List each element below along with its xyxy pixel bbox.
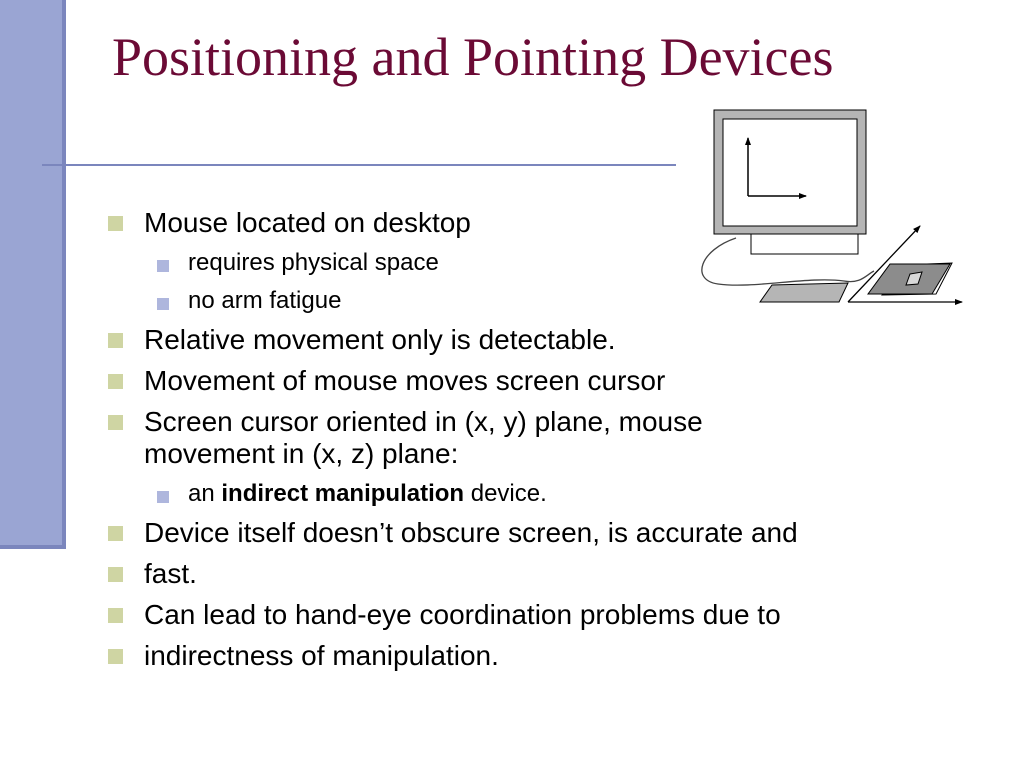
bullet-text: Screen cursor oriented in (x, y) plane, mouse bbox=[144, 406, 703, 437]
bullet-text: fast. bbox=[144, 558, 197, 589]
sub-bullet-marker bbox=[157, 491, 169, 503]
bullet-marker bbox=[108, 333, 123, 348]
bullet-list bbox=[106, 198, 986, 672]
sub-bullet-item bbox=[106, 249, 986, 277]
sub-bullet-item bbox=[106, 287, 986, 315]
bullet-marker bbox=[108, 526, 123, 541]
bullet-marker bbox=[108, 415, 123, 430]
slide-title: Positioning and Pointing Devices bbox=[112, 27, 834, 87]
bullet-text: Can lead to hand-eye coordination problems due to bbox=[144, 599, 781, 630]
sub-bullet-text: requires physical space bbox=[188, 249, 439, 276]
bullet-item bbox=[106, 640, 986, 672]
bullet-item bbox=[106, 406, 986, 470]
bullet-item bbox=[106, 517, 986, 549]
sidebar-bar bbox=[0, 0, 66, 549]
sub-bullet-marker bbox=[157, 298, 169, 310]
bullet-text: movement in (x, z) plane: bbox=[144, 438, 459, 469]
title-divider bbox=[42, 164, 676, 166]
bullet-item bbox=[106, 365, 986, 397]
sub-bullet-text: no arm fatigue bbox=[188, 287, 342, 314]
sub-bullet-text: device. bbox=[464, 480, 547, 507]
bullet-text: Device itself doesn’t obscure screen, is accurate and bbox=[144, 517, 798, 548]
bullet-text: Relative movement only is detectable. bbox=[144, 324, 616, 355]
sub-bullet-marker bbox=[157, 260, 169, 272]
sub-bullet-item bbox=[106, 480, 986, 508]
bullet-text: Mouse located on desktop bbox=[144, 207, 471, 238]
bullet-marker bbox=[108, 608, 123, 623]
bullet-item bbox=[106, 207, 986, 239]
bullet-marker bbox=[108, 567, 123, 582]
bullet-marker bbox=[108, 374, 123, 389]
sub-bullet-text: an bbox=[188, 480, 222, 507]
bullet-item bbox=[106, 558, 986, 590]
bullet-marker bbox=[108, 649, 123, 664]
bullet-item bbox=[106, 324, 986, 356]
bullet-marker bbox=[108, 216, 123, 231]
emphasis-text: indirect manipulation bbox=[221, 480, 465, 507]
bullet-text: indirectness of manipulation. bbox=[144, 640, 499, 671]
bullet-item bbox=[106, 599, 986, 631]
bullet-text: Movement of mouse moves screen cursor bbox=[144, 365, 666, 396]
